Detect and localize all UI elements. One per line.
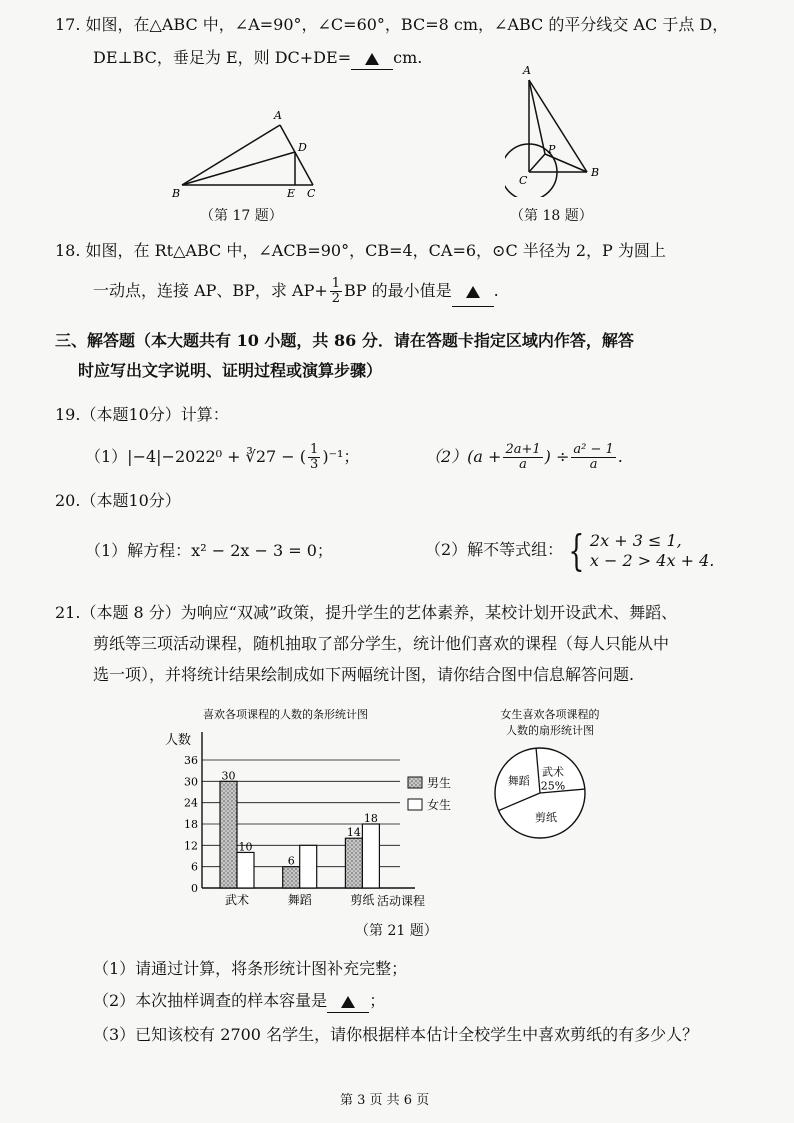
y-tick-label: 0	[191, 882, 198, 895]
y-tick-label: 6	[191, 860, 198, 874]
svg-text:A: A	[274, 109, 282, 122]
y-tick-label: 18	[184, 818, 198, 831]
bar-data-label: 10	[238, 840, 253, 854]
x-tick-label: 武术	[224, 893, 250, 907]
q21-sub1: （1）请通过计算，将条形统计图补充完整；	[93, 959, 408, 978]
pie-slice-label: 舞蹈	[507, 774, 530, 788]
legend-label-male: 男生	[427, 776, 452, 790]
pie-title-line1: 女生喜欢各项课程的	[500, 708, 600, 721]
legend-label-female: 女生	[427, 798, 452, 812]
bar-chart	[155, 700, 485, 915]
triangle-icon	[341, 996, 355, 1008]
q21-line3: 选一项），并将统计结果绘制成如下两幅统计图，请你结合图中信息解答问题.	[93, 665, 635, 684]
x-tick-label: 剪纸	[350, 893, 375, 907]
q21-line1: 21.（本题 8 分）为响应“双减”政策，提升学生的艺体素养，某校计划开设武术、舞蹈、	[55, 603, 678, 622]
pie-slice-label: 武术	[542, 765, 565, 779]
svg-text:B: B	[591, 166, 600, 179]
page-footer: 第 3 页 共 6 页	[340, 1093, 430, 1108]
legend-swatch-female	[408, 799, 422, 810]
x-axis-label: 活动课程	[377, 894, 426, 908]
q21-sub2: （2）本次抽样调查的样本容量是 ；	[93, 990, 385, 1013]
x-tick-label: 舞蹈	[287, 893, 312, 907]
bar-male	[283, 867, 300, 888]
pie-slice-value: 25%	[540, 779, 566, 793]
q19-part2: （2）(a + $\frac{2a+1}{a}$ ) ÷ $\frac{\text{a² − 1}}{a}$ .	[425, 442, 623, 472]
bar-female	[237, 852, 254, 888]
pie-slice-label: 剪纸	[534, 811, 557, 825]
q21-caption: （第 21 题）	[355, 923, 438, 939]
q21-line2: 剪纸等三项活动课程，随机抽取了部分学生，统计他们喜欢的课程（每人只能从中	[93, 634, 670, 653]
svg-text:C: C	[307, 187, 316, 200]
q17-line1: 17. 如图，在△ABC 中，∠A=90°，∠C=60°，BC=8 cm，∠ABC 的平分线交 AC 于点 D，	[55, 15, 729, 34]
triangle-icon	[466, 286, 480, 298]
bar-data-label: 14	[346, 826, 361, 840]
q20-part2: （2）解不等式组： { 2x + 3 ≤ 1, x − 2 > 4x + 4.	[425, 525, 715, 575]
q18-figure	[505, 62, 615, 197]
section3-heading: 三、解答题（本大题共有 10 小题，共 86 分．请在答题卡指定区域内作答，解答	[55, 331, 634, 350]
section3-heading-2: 时应写出文字说明、证明过程或演算步骤）	[78, 361, 383, 380]
legend-swatch-male	[408, 777, 422, 788]
bar-male	[220, 781, 237, 888]
bar-data-label: 30	[221, 769, 236, 783]
triangle-icon	[365, 53, 379, 65]
y-tick-label: 24	[184, 796, 198, 810]
q17-figure	[170, 105, 330, 200]
q18-caption: （第 18 题）	[510, 208, 593, 224]
svg-text:E: E	[287, 187, 296, 200]
bar-male	[345, 838, 362, 888]
bar-data-label: 6	[287, 854, 295, 868]
q18-line1: 18. 如图，在 Rt△ABC 中，∠ACB=90°，CB=4，CA=6，⊙C 半径为 2，P 为圆上	[55, 241, 666, 260]
answer-blank	[351, 47, 393, 70]
svg-text:A: A	[523, 64, 531, 77]
pie-chart	[470, 700, 630, 850]
svg-text:C: C	[519, 174, 528, 187]
answer-blank	[452, 276, 494, 307]
q17-caption: （第 17 题）	[200, 208, 283, 224]
bar-female	[300, 845, 317, 888]
svg-text:B: B	[172, 187, 181, 200]
bar-data-label: 18	[363, 812, 378, 825]
pie-title-line2: 人数的扇形统计图	[506, 724, 594, 737]
svg-text:D: D	[298, 141, 307, 154]
y-tick-label: 30	[184, 775, 198, 789]
y-tick-label: 36	[184, 754, 198, 767]
y-tick-label: 12	[184, 839, 198, 853]
svg-text:P: P	[548, 143, 556, 156]
q20-part1: （1）解方程：x² − 2x − 3 = 0；	[85, 541, 333, 560]
q18-line2: 一动点，连接 AP、BP，求 AP+ $\frac{1}{2}$ BP 的最小值是 .	[93, 276, 499, 306]
q17-line2: DE⊥BC，垂足为 E，则 DC+DE= cm.	[93, 47, 422, 70]
y-axis-label: 人数	[165, 733, 192, 748]
q21-sub3: （3）已知该校有 2700 名学生，请你根据样本估计全校学生中喜欢剪纸的有多少人？	[93, 1025, 699, 1044]
q20-heading: 20.（本题10分）	[55, 491, 181, 510]
bar-legend	[408, 775, 451, 812]
q19-part1: （1）|−4|−2022⁰ + ∛27 − ( $\frac{1}{3}$ )⁻¹；	[85, 442, 360, 472]
bar-female	[362, 824, 379, 888]
bar-chart-title: 喜欢各项课程的人数的条形统计图	[203, 708, 368, 721]
q19-heading: 19.（本题10分）计算：	[55, 405, 229, 424]
answer-blank	[327, 990, 369, 1013]
